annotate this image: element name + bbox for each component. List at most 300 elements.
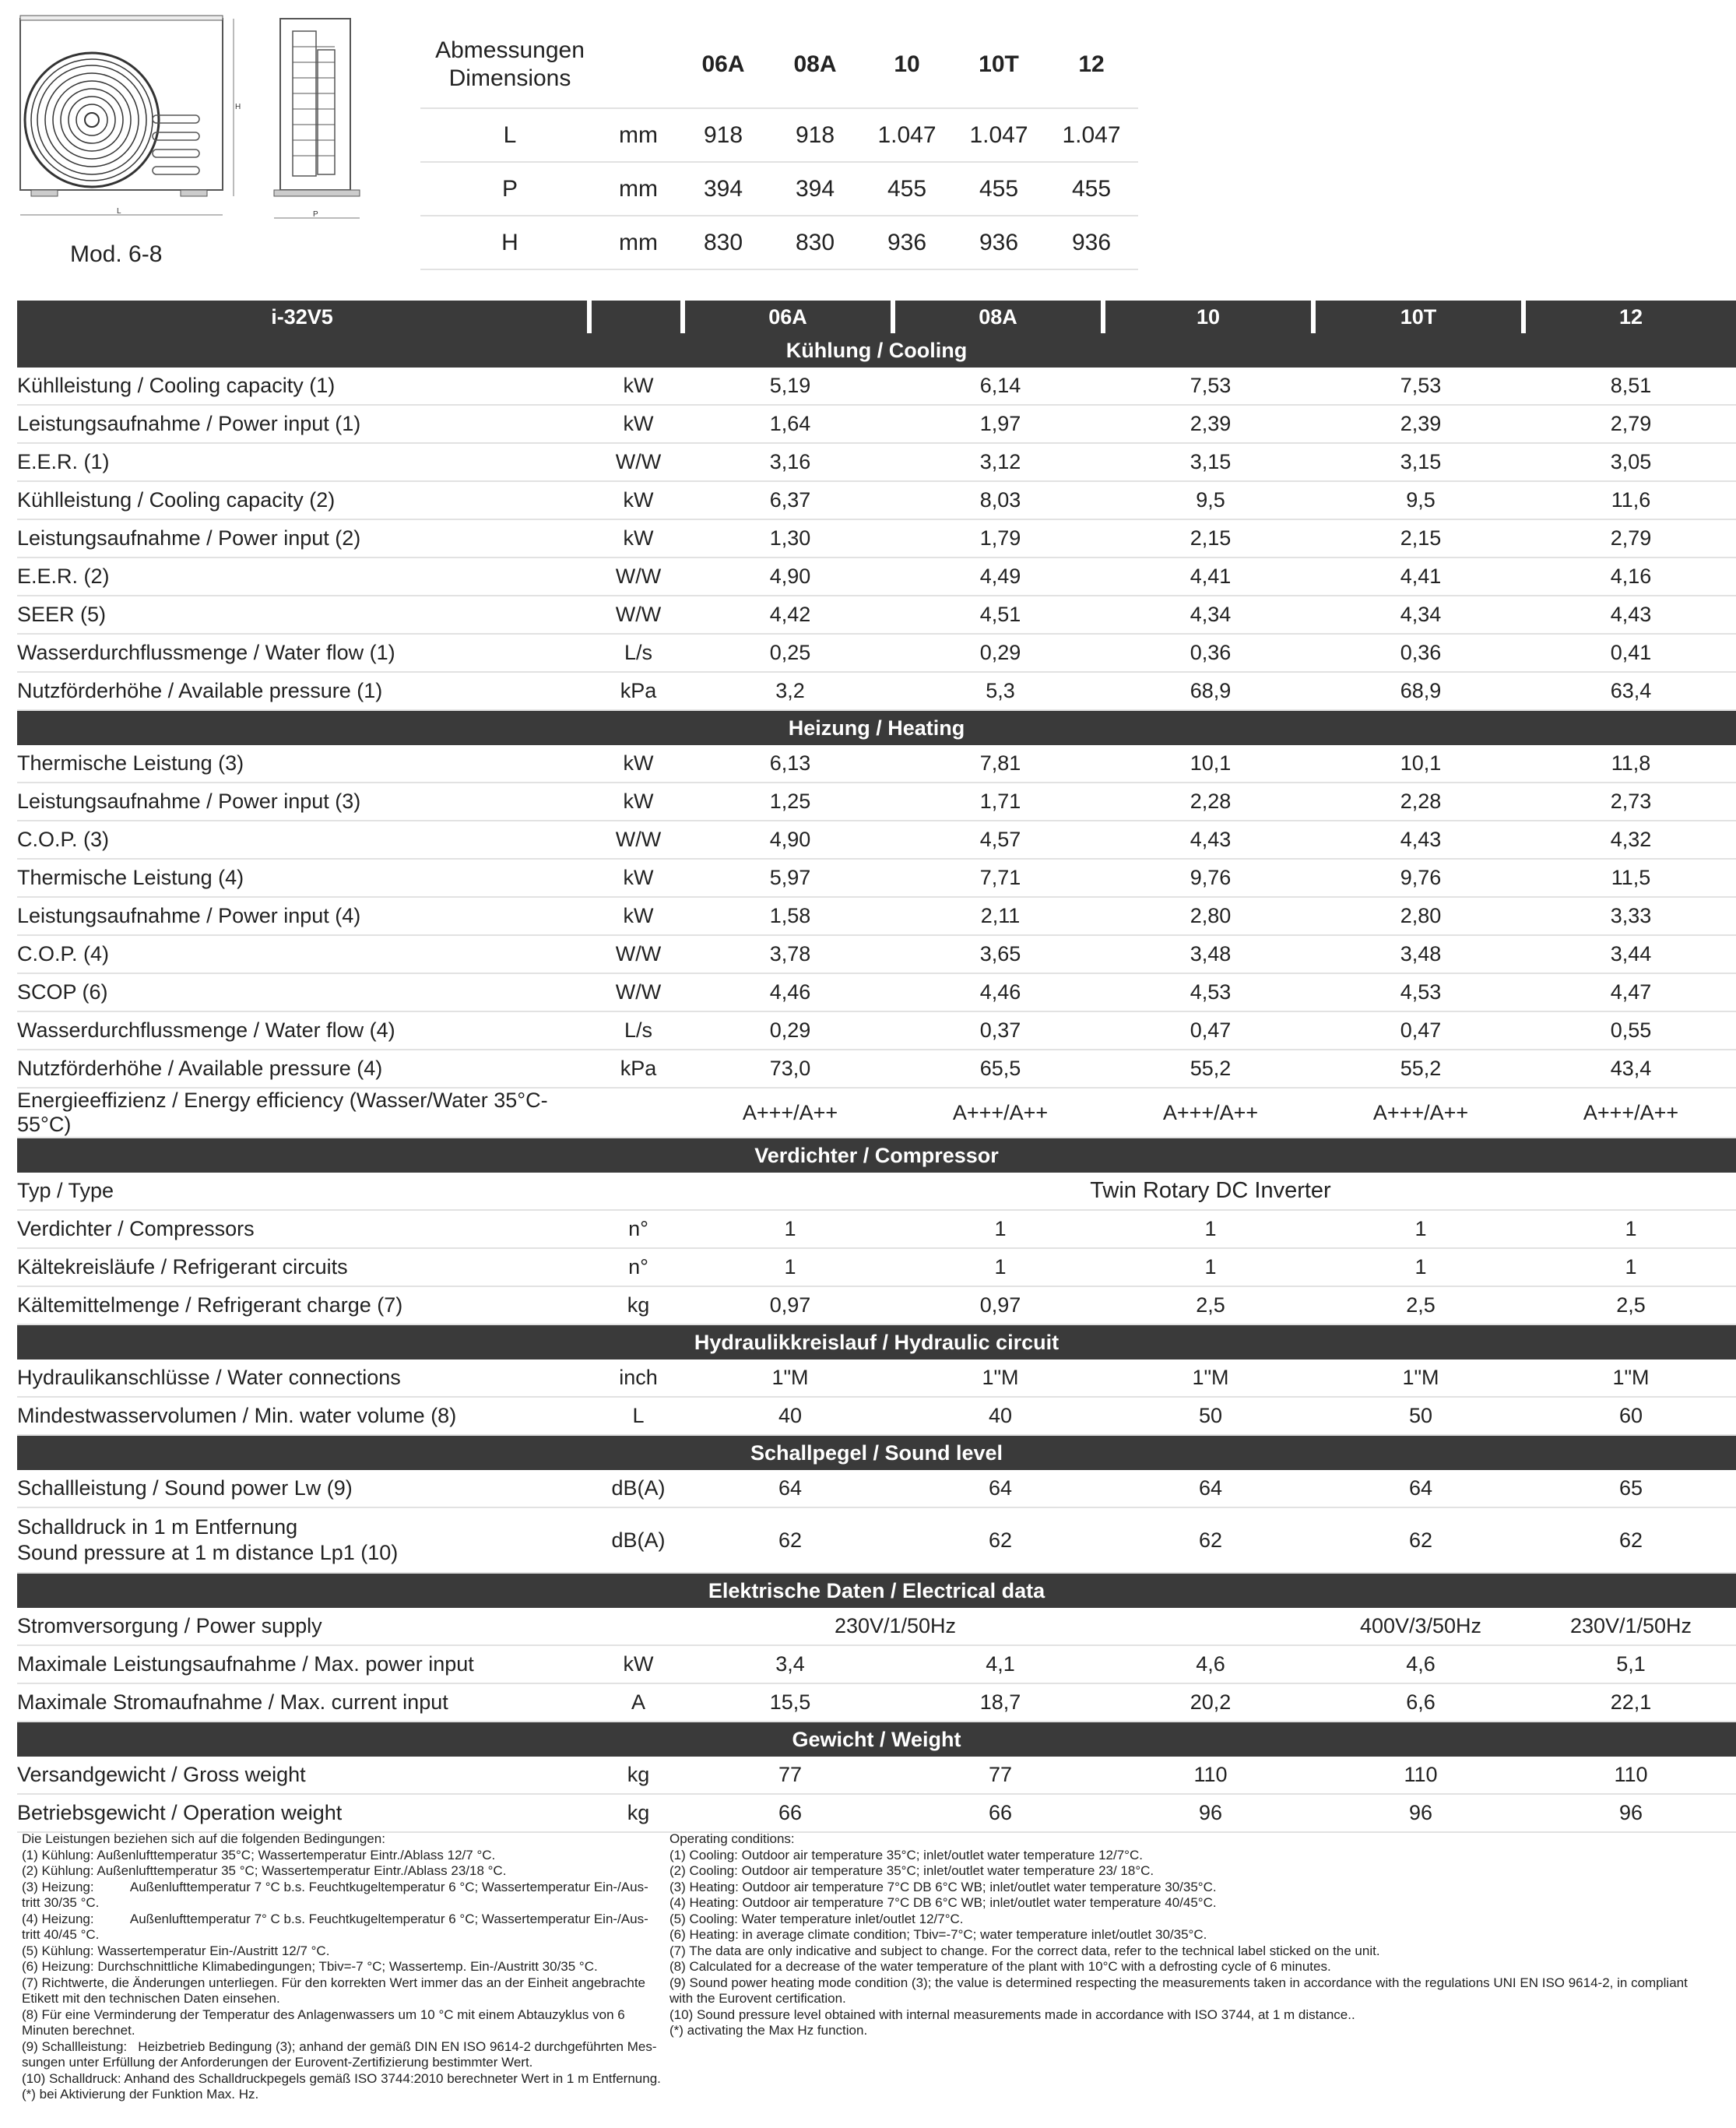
dimension-value: 936	[953, 216, 1045, 269]
row-value: 4,6	[1105, 1646, 1316, 1684]
row-value: 62	[1316, 1508, 1526, 1574]
row-value: 110	[1526, 1757, 1736, 1795]
spec-row	[17, 1470, 1736, 1508]
dimension-label: L	[420, 108, 599, 162]
footnote-line: (3) Heating: Outdoor air temperature 7°C DB 6°C WB; inlet/outlet water temperature 30/35°C.	[669, 1879, 1217, 1894]
row-value: A+++/A++	[685, 1089, 895, 1138]
spec-row	[17, 745, 1736, 783]
section-header	[17, 1722, 1736, 1757]
row-value: 9,5	[1316, 482, 1526, 520]
dimension-label: P	[420, 162, 599, 216]
row-unit: kW	[592, 783, 685, 821]
dimension-value: 1.047	[953, 108, 1045, 162]
row-unit: n°	[592, 1211, 685, 1249]
row-label-line: Sound pressure at 1 m distance Lp1 (10)	[17, 1541, 399, 1564]
row-value: 4,51	[895, 596, 1105, 635]
row-value: 11,5	[1526, 860, 1736, 898]
row-label: Hydraulikanschlüsse / Water connections	[17, 1359, 592, 1398]
dimensions-table	[420, 22, 1138, 270]
row-value: 1,71	[895, 783, 1105, 821]
model-label: Mod. 6-8	[70, 241, 163, 267]
row-label: Verdichter / Compressors	[17, 1211, 592, 1249]
row-unit: L	[592, 1398, 685, 1436]
row-value: 1	[895, 1211, 1105, 1249]
row-unit	[592, 1173, 685, 1211]
row-value: 65,5	[895, 1050, 1105, 1089]
row-unit: W/W	[592, 596, 685, 635]
footnote-line: (7) Richtwerte, die Änderungen unterliegen. Für den korrekten Wert immer das an der Einheit angebrachte	[22, 1975, 646, 1990]
row-value: 3,12	[895, 444, 1105, 482]
spec-row	[17, 1287, 1736, 1325]
row-value: 1	[1105, 1249, 1316, 1287]
section-title: Hydraulikkreislauf / Hydraulic circuit	[17, 1325, 1736, 1359]
dimension-value: 455	[953, 162, 1045, 216]
dimensions-model-header: 06A	[677, 22, 769, 108]
row-value: 1	[895, 1249, 1105, 1287]
row-value: 4,90	[685, 821, 895, 860]
spec-row	[17, 673, 1736, 711]
row-unit: W/W	[592, 558, 685, 596]
row-value: 5,1	[1526, 1646, 1736, 1684]
row-value: 73,0	[685, 1050, 895, 1089]
row-unit: kW	[592, 898, 685, 936]
dimensions-row	[420, 216, 1138, 269]
row-value: 4,41	[1316, 558, 1526, 596]
row-value: 7,53	[1105, 368, 1316, 406]
power-supply-value: 230V/1/50Hz	[1526, 1608, 1736, 1646]
svg-text:L: L	[117, 207, 121, 216]
row-unit: kW	[592, 482, 685, 520]
row-label: Leistungsaufnahme / Power input (4)	[17, 898, 592, 936]
row-label: Thermische Leistung (4)	[17, 860, 592, 898]
row-value: 65	[1526, 1470, 1736, 1508]
spec-row	[17, 1211, 1736, 1249]
row-value: 2,79	[1526, 520, 1736, 558]
row-value: 0,41	[1526, 635, 1736, 673]
row-value: 1	[685, 1211, 895, 1249]
row-unit: kW	[592, 368, 685, 406]
row-value: 4,16	[1526, 558, 1736, 596]
svg-text:P: P	[313, 210, 318, 219]
row-value: 3,48	[1105, 936, 1316, 974]
row-value: 20,2	[1105, 1684, 1316, 1722]
row-unit: A	[592, 1684, 685, 1722]
row-value: 50	[1316, 1398, 1526, 1436]
spec-row	[17, 635, 1736, 673]
dimension-value: 455	[861, 162, 953, 216]
row-value: 2,11	[895, 898, 1105, 936]
row-value: 3,4	[685, 1646, 895, 1684]
row-value: 2,39	[1105, 406, 1316, 444]
row-value: 50	[1105, 1398, 1316, 1436]
row-value: A+++/A++	[895, 1089, 1105, 1138]
row-value: 62	[1526, 1508, 1736, 1574]
footnote-line: (7) The data are only indicative and subject to change. For the correct data, refer to the technical label sticked on the unit.	[669, 1943, 1380, 1958]
section-title: Kühlung / Cooling	[17, 333, 1736, 368]
dimension-label: H	[420, 216, 599, 269]
row-value: 9,76	[1105, 860, 1316, 898]
row-value: 0,36	[1105, 635, 1316, 673]
footnote-line: (6) Heating: in average climate condition; Tbiv=-7°C; water temperature inlet/outlet 30/35°C.	[669, 1927, 1207, 1942]
row-unit: kW	[592, 520, 685, 558]
section-header	[17, 1325, 1736, 1359]
row-value: 4,57	[895, 821, 1105, 860]
row-value: 64	[1105, 1470, 1316, 1508]
row-value: 1,97	[895, 406, 1105, 444]
row-value: 0,97	[685, 1287, 895, 1325]
row-value: 2,80	[1105, 898, 1316, 936]
row-value: A+++/A++	[1316, 1089, 1526, 1138]
row-value: 10,1	[1105, 745, 1316, 783]
spec-row	[17, 936, 1736, 974]
dimension-value: 394	[677, 162, 769, 216]
row-unit: dB(A)	[592, 1508, 685, 1574]
footnote-line: (8) Calculated for a decrease of the water temperature of the plant with 10°C with a defrosting cycle of 6 minutes.	[669, 1959, 1331, 1974]
power-supply-value: 400V/3/50Hz	[1316, 1608, 1526, 1646]
footnote-line: (9) Sound power heating mode condition (3); the value is determined respecting the measurements taken in accordance with the regulations UNI EN ISO 9614-2, in compliant	[669, 1975, 1688, 1990]
row-value: 5,3	[895, 673, 1105, 711]
dimensions-header-row	[420, 22, 1138, 108]
row-value: 64	[685, 1470, 895, 1508]
model-header: 06A	[685, 301, 895, 333]
row-label: Wasserdurchflussmenge / Water flow (4)	[17, 1012, 592, 1050]
row-unit: kW	[592, 1646, 685, 1684]
row-value: 43,4	[1526, 1050, 1736, 1089]
spec-row	[17, 1608, 1736, 1646]
row-value: 4,34	[1316, 596, 1526, 635]
dimensions-header-label: Abmessungen Dimensions	[420, 22, 599, 108]
row-label: Leistungsaufnahme / Power input (1)	[17, 406, 592, 444]
footnote-line: tritt 40/45 °C.	[22, 1927, 100, 1942]
footnote-line: (3) Heizung: Außenlufttemperatur 7 °C b.s. Feuchtkugeltemperatur 6 °C; Wassertemperatur Ein-/Aus-	[22, 1879, 648, 1894]
row-value: 0,55	[1526, 1012, 1736, 1050]
row-value: 5,97	[685, 860, 895, 898]
product-name: i-32V5	[17, 301, 592, 333]
row-value: 2,73	[1526, 783, 1736, 821]
row-value: 3,33	[1526, 898, 1736, 936]
row-value: 96	[1526, 1795, 1736, 1833]
row-label: Kühlleistung / Cooling capacity (1)	[17, 368, 592, 406]
row-label: Thermische Leistung (3)	[17, 745, 592, 783]
row-value: 60	[1526, 1398, 1736, 1436]
section-title: Elektrische Daten / Electrical data	[17, 1574, 1736, 1608]
row-label: C.O.P. (4)	[17, 936, 592, 974]
row-value: 4,32	[1526, 821, 1736, 860]
row-value: 0,47	[1105, 1012, 1316, 1050]
row-value: 10,1	[1316, 745, 1526, 783]
footnote-line: (2) Cooling: Outdoor air temperature 35°C; inlet/outlet water temperature 23/ 18°C.	[669, 1863, 1154, 1878]
row-value: 0,37	[895, 1012, 1105, 1050]
row-label: Schallleistung / Sound power Lw (9)	[17, 1470, 592, 1508]
spec-row	[17, 974, 1736, 1012]
row-value: 4,41	[1105, 558, 1316, 596]
footnote-line: (9) Schallleistung: Heizbetrieb Bedingung (3); anhand der gemäß DIN EN ISO 9614-2 durchgeführten Mes-	[22, 2038, 657, 2054]
dimension-unit: mm	[599, 216, 677, 269]
row-value: 62	[685, 1508, 895, 1574]
spec-row	[17, 783, 1736, 821]
spec-row	[17, 520, 1736, 558]
row-label: Leistungsaufnahme / Power input (2)	[17, 520, 592, 558]
row-value: A+++/A++	[1526, 1089, 1736, 1138]
spec-row	[17, 1012, 1736, 1050]
row-label: Maximale Stromaufnahme / Max. current input	[17, 1684, 592, 1722]
section-header	[17, 1138, 1736, 1173]
row-value: 2,39	[1316, 406, 1526, 444]
spanning-value: Twin Rotary DC Inverter	[685, 1173, 1736, 1211]
unit-header	[592, 301, 685, 333]
footnote-line: Die Leistungen beziehen sich auf die folgenden Bedingungen:	[22, 1831, 385, 1846]
row-value: 110	[1105, 1757, 1316, 1795]
row-value: 1	[1526, 1211, 1736, 1249]
dimension-unit: mm	[599, 108, 677, 162]
dimension-unit: mm	[599, 162, 677, 216]
footnote-line: (6) Heizung: Durchschnittliche Klimabedingungen; Tbiv=-7 °C; Wassertemp. Ein-/Austritt 30/35 °C.	[22, 1959, 598, 1974]
row-unit: W/W	[592, 974, 685, 1012]
dimension-value: 1.047	[861, 108, 953, 162]
row-value: 2,80	[1316, 898, 1526, 936]
spec-row	[17, 1173, 1736, 1211]
model-header: 08A	[895, 301, 1105, 333]
section-header	[17, 333, 1736, 368]
row-label: Maximale Leistungsaufnahme / Max. power input	[17, 1646, 592, 1684]
row-label: Energieeffizienz / Energy efficiency (Wasser/Water 35°C-55°C)	[17, 1089, 592, 1138]
row-value: 22,1	[1526, 1684, 1736, 1722]
row-value: 62	[1105, 1508, 1316, 1574]
footnote-line: (10) Schalldruck: Anhand des Schalldruckpegels gemäß ISO 3744:2010 berechneter Wert in 1 m Entfernung.	[22, 2070, 661, 2086]
row-value: 1	[1316, 1211, 1526, 1249]
row-label: Wasserdurchflussmenge / Water flow (1)	[17, 635, 592, 673]
row-value: 77	[895, 1757, 1105, 1795]
row-value: 0,25	[685, 635, 895, 673]
row-label: Betriebsgewicht / Operation weight	[17, 1795, 592, 1833]
row-value: 11,8	[1526, 745, 1736, 783]
row-value: 9,5	[1105, 482, 1316, 520]
row-value: 4,47	[1526, 974, 1736, 1012]
footnote-line: (*) bei Aktivierung der Funktion Max. Hz.	[22, 2087, 259, 2102]
model-header: 12	[1526, 301, 1736, 333]
row-value: 68,9	[1316, 673, 1526, 711]
row-value: 3,15	[1105, 444, 1316, 482]
dimension-value: 936	[861, 216, 953, 269]
spec-row	[17, 1359, 1736, 1398]
row-value: 4,53	[1105, 974, 1316, 1012]
spec-row	[17, 1398, 1736, 1436]
row-value: 77	[685, 1757, 895, 1795]
spec-row	[17, 860, 1736, 898]
row-value: 4,34	[1105, 596, 1316, 635]
spec-row	[17, 821, 1736, 860]
footnote-line: Minuten berechnet.	[22, 2023, 135, 2038]
row-value: 0,36	[1316, 635, 1526, 673]
row-unit: L/s	[592, 635, 685, 673]
row-value: 55,2	[1316, 1050, 1526, 1089]
row-value: A+++/A++	[1105, 1089, 1316, 1138]
spec-row	[17, 1508, 1736, 1574]
footnote-line: (8) Für eine Verminderung der Temperatur des Anlagenwassers um 10 °C mit einem Abtauzyklus von 6	[22, 2007, 625, 2022]
row-value: 3,2	[685, 673, 895, 711]
spec-row	[17, 368, 1736, 406]
footnote-line: Etikett mit den technischen Daten einsehen.	[22, 1991, 280, 2006]
row-value: 96	[1105, 1795, 1316, 1833]
row-value: 1	[1316, 1249, 1526, 1287]
spec-row	[17, 558, 1736, 596]
footnotes-english	[669, 1831, 1728, 2039]
footnote-line: Operating conditions:	[669, 1831, 795, 1846]
row-value: 2,28	[1316, 783, 1526, 821]
row-value: 1,64	[685, 406, 895, 444]
row-value: 40	[685, 1398, 895, 1436]
dimension-value: 936	[1045, 216, 1138, 269]
row-unit: kW	[592, 860, 685, 898]
row-value: 4,6	[1316, 1646, 1526, 1684]
row-value: 18,7	[895, 1684, 1105, 1722]
row-value: 4,43	[1316, 821, 1526, 860]
row-value: 4,1	[895, 1646, 1105, 1684]
row-value: 3,16	[685, 444, 895, 482]
row-label	[17, 1508, 592, 1574]
row-value: 96	[1316, 1795, 1526, 1833]
row-label: SEER (5)	[17, 596, 592, 635]
footnote-line: (*) activating the Max Hz function.	[669, 2023, 868, 2038]
row-label: Versandgewicht / Gross weight	[17, 1757, 592, 1795]
row-value: 1"M	[1316, 1359, 1526, 1398]
row-value: 62	[895, 1508, 1105, 1574]
row-unit: kg	[592, 1757, 685, 1795]
row-value: 7,53	[1316, 368, 1526, 406]
row-value: 1	[1105, 1211, 1316, 1249]
row-label: Kühlleistung / Cooling capacity (2)	[17, 482, 592, 520]
footnotes-german	[22, 1831, 676, 2103]
row-label: Stromversorgung / Power supply	[17, 1608, 592, 1646]
footnote-line: (10) Sound pressure level obtained with internal measurements made in accordance with ISO 3744, at 1 m distance..	[669, 2007, 1355, 2022]
row-label-line: Schalldruck in 1 m Entfernung	[17, 1515, 298, 1539]
dimensions-model-header: 10T	[953, 22, 1045, 108]
row-value: 6,14	[895, 368, 1105, 406]
dimension-value: 455	[1045, 162, 1138, 216]
row-value: 0,29	[895, 635, 1105, 673]
row-label: C.O.P. (3)	[17, 821, 592, 860]
row-unit: kg	[592, 1287, 685, 1325]
row-value: 4,42	[685, 596, 895, 635]
row-value: 0,97	[895, 1287, 1105, 1325]
row-label: Nutzförderhöhe / Available pressure (4)	[17, 1050, 592, 1089]
dimensions-row	[420, 162, 1138, 216]
row-value: 2,5	[1526, 1287, 1736, 1325]
row-value: 66	[685, 1795, 895, 1833]
row-value: 4,43	[1526, 596, 1736, 635]
row-value: 3,78	[685, 936, 895, 974]
row-value: 2,5	[1316, 1287, 1526, 1325]
dimensions-model-header: 08A	[769, 22, 861, 108]
section-title: Schallpegel / Sound level	[17, 1436, 1736, 1470]
row-label: Kältemittelmenge / Refrigerant charge (7)	[17, 1287, 592, 1325]
spec-row	[17, 596, 1736, 635]
footnote-line: with the Eurovent certification.	[669, 1991, 846, 2006]
row-value: 63,4	[1526, 673, 1736, 711]
row-value: 6,6	[1316, 1684, 1526, 1722]
row-value: 3,48	[1316, 936, 1526, 974]
spec-row	[17, 482, 1736, 520]
section-header	[17, 1574, 1736, 1608]
spec-row	[17, 1646, 1736, 1684]
row-value: 15,5	[685, 1684, 895, 1722]
row-value: 110	[1316, 1757, 1526, 1795]
row-value: 1"M	[1105, 1359, 1316, 1398]
spec-row	[17, 1089, 1736, 1138]
dimensions-model-header: 10	[861, 22, 953, 108]
spec-row	[17, 898, 1736, 936]
row-unit	[592, 1608, 685, 1646]
row-value: 2,28	[1105, 783, 1316, 821]
dimension-value: 830	[677, 216, 769, 269]
row-unit: kPa	[592, 1050, 685, 1089]
footnote-line: sungen unter Erfüllung der Anforderungen der Eurovent-Zertifizierung bestimmter Wert.	[22, 2055, 533, 2070]
row-value: 1"M	[895, 1359, 1105, 1398]
specification-table	[17, 301, 1736, 1833]
unit-dimension-drawing	[14, 14, 372, 267]
row-value: 4,46	[895, 974, 1105, 1012]
spec-row	[17, 1249, 1736, 1287]
dimension-value: 918	[769, 108, 861, 162]
row-label: Mindestwasservolumen / Min. water volume (8)	[17, 1398, 592, 1436]
row-value: 64	[1316, 1470, 1526, 1508]
row-value: 66	[895, 1795, 1105, 1833]
footnote-line: (1) Cooling: Outdoor air temperature 35°C; inlet/outlet water temperature 12/7°C.	[669, 1847, 1143, 1862]
section-title: Verdichter / Compressor	[17, 1138, 1736, 1173]
dimension-value: 394	[769, 162, 861, 216]
spec-row	[17, 406, 1736, 444]
row-value: 8,03	[895, 482, 1105, 520]
row-value: 11,6	[1526, 482, 1736, 520]
dimension-value: 1.047	[1045, 108, 1138, 162]
svg-text:H: H	[235, 103, 241, 111]
row-value: 1,25	[685, 783, 895, 821]
row-label: E.E.R. (1)	[17, 444, 592, 482]
dimension-value: 918	[677, 108, 769, 162]
row-unit: n°	[592, 1249, 685, 1287]
row-label: SCOP (6)	[17, 974, 592, 1012]
footnote-line: (5) Kühlung: Wassertemperatur Ein-/Austritt 12/7 °C.	[22, 1943, 330, 1958]
row-value: 3,05	[1526, 444, 1736, 482]
row-unit: dB(A)	[592, 1470, 685, 1508]
row-unit: W/W	[592, 936, 685, 974]
spec-row	[17, 1757, 1736, 1795]
row-value: 3,65	[895, 936, 1105, 974]
spec-row	[17, 1795, 1736, 1833]
footnote-line: (1) Kühlung: Außenlufttemperatur 35°C; Wassertemperatur Eintr./Ablass 12/7 °C.	[22, 1847, 496, 1862]
row-unit: kW	[592, 406, 685, 444]
row-value: 2,5	[1105, 1287, 1316, 1325]
row-value: 1,30	[685, 520, 895, 558]
row-unit: inch	[592, 1359, 685, 1398]
row-value: 64	[895, 1470, 1105, 1508]
row-value: 7,71	[895, 860, 1105, 898]
row-value: 8,51	[1526, 368, 1736, 406]
footnote-line: tritt 30/35 °C.	[22, 1895, 100, 1910]
row-value: 55,2	[1105, 1050, 1316, 1089]
row-value: 4,49	[895, 558, 1105, 596]
row-value: 4,46	[685, 974, 895, 1012]
section-header	[17, 711, 1736, 745]
spec-row	[17, 444, 1736, 482]
row-value: 1,58	[685, 898, 895, 936]
row-value: 0,47	[1316, 1012, 1526, 1050]
row-value: 3,44	[1526, 936, 1736, 974]
row-value: 1"M	[1526, 1359, 1736, 1398]
row-value: 6,13	[685, 745, 895, 783]
row-value: 1,79	[895, 520, 1105, 558]
dimensions-row	[420, 108, 1138, 162]
